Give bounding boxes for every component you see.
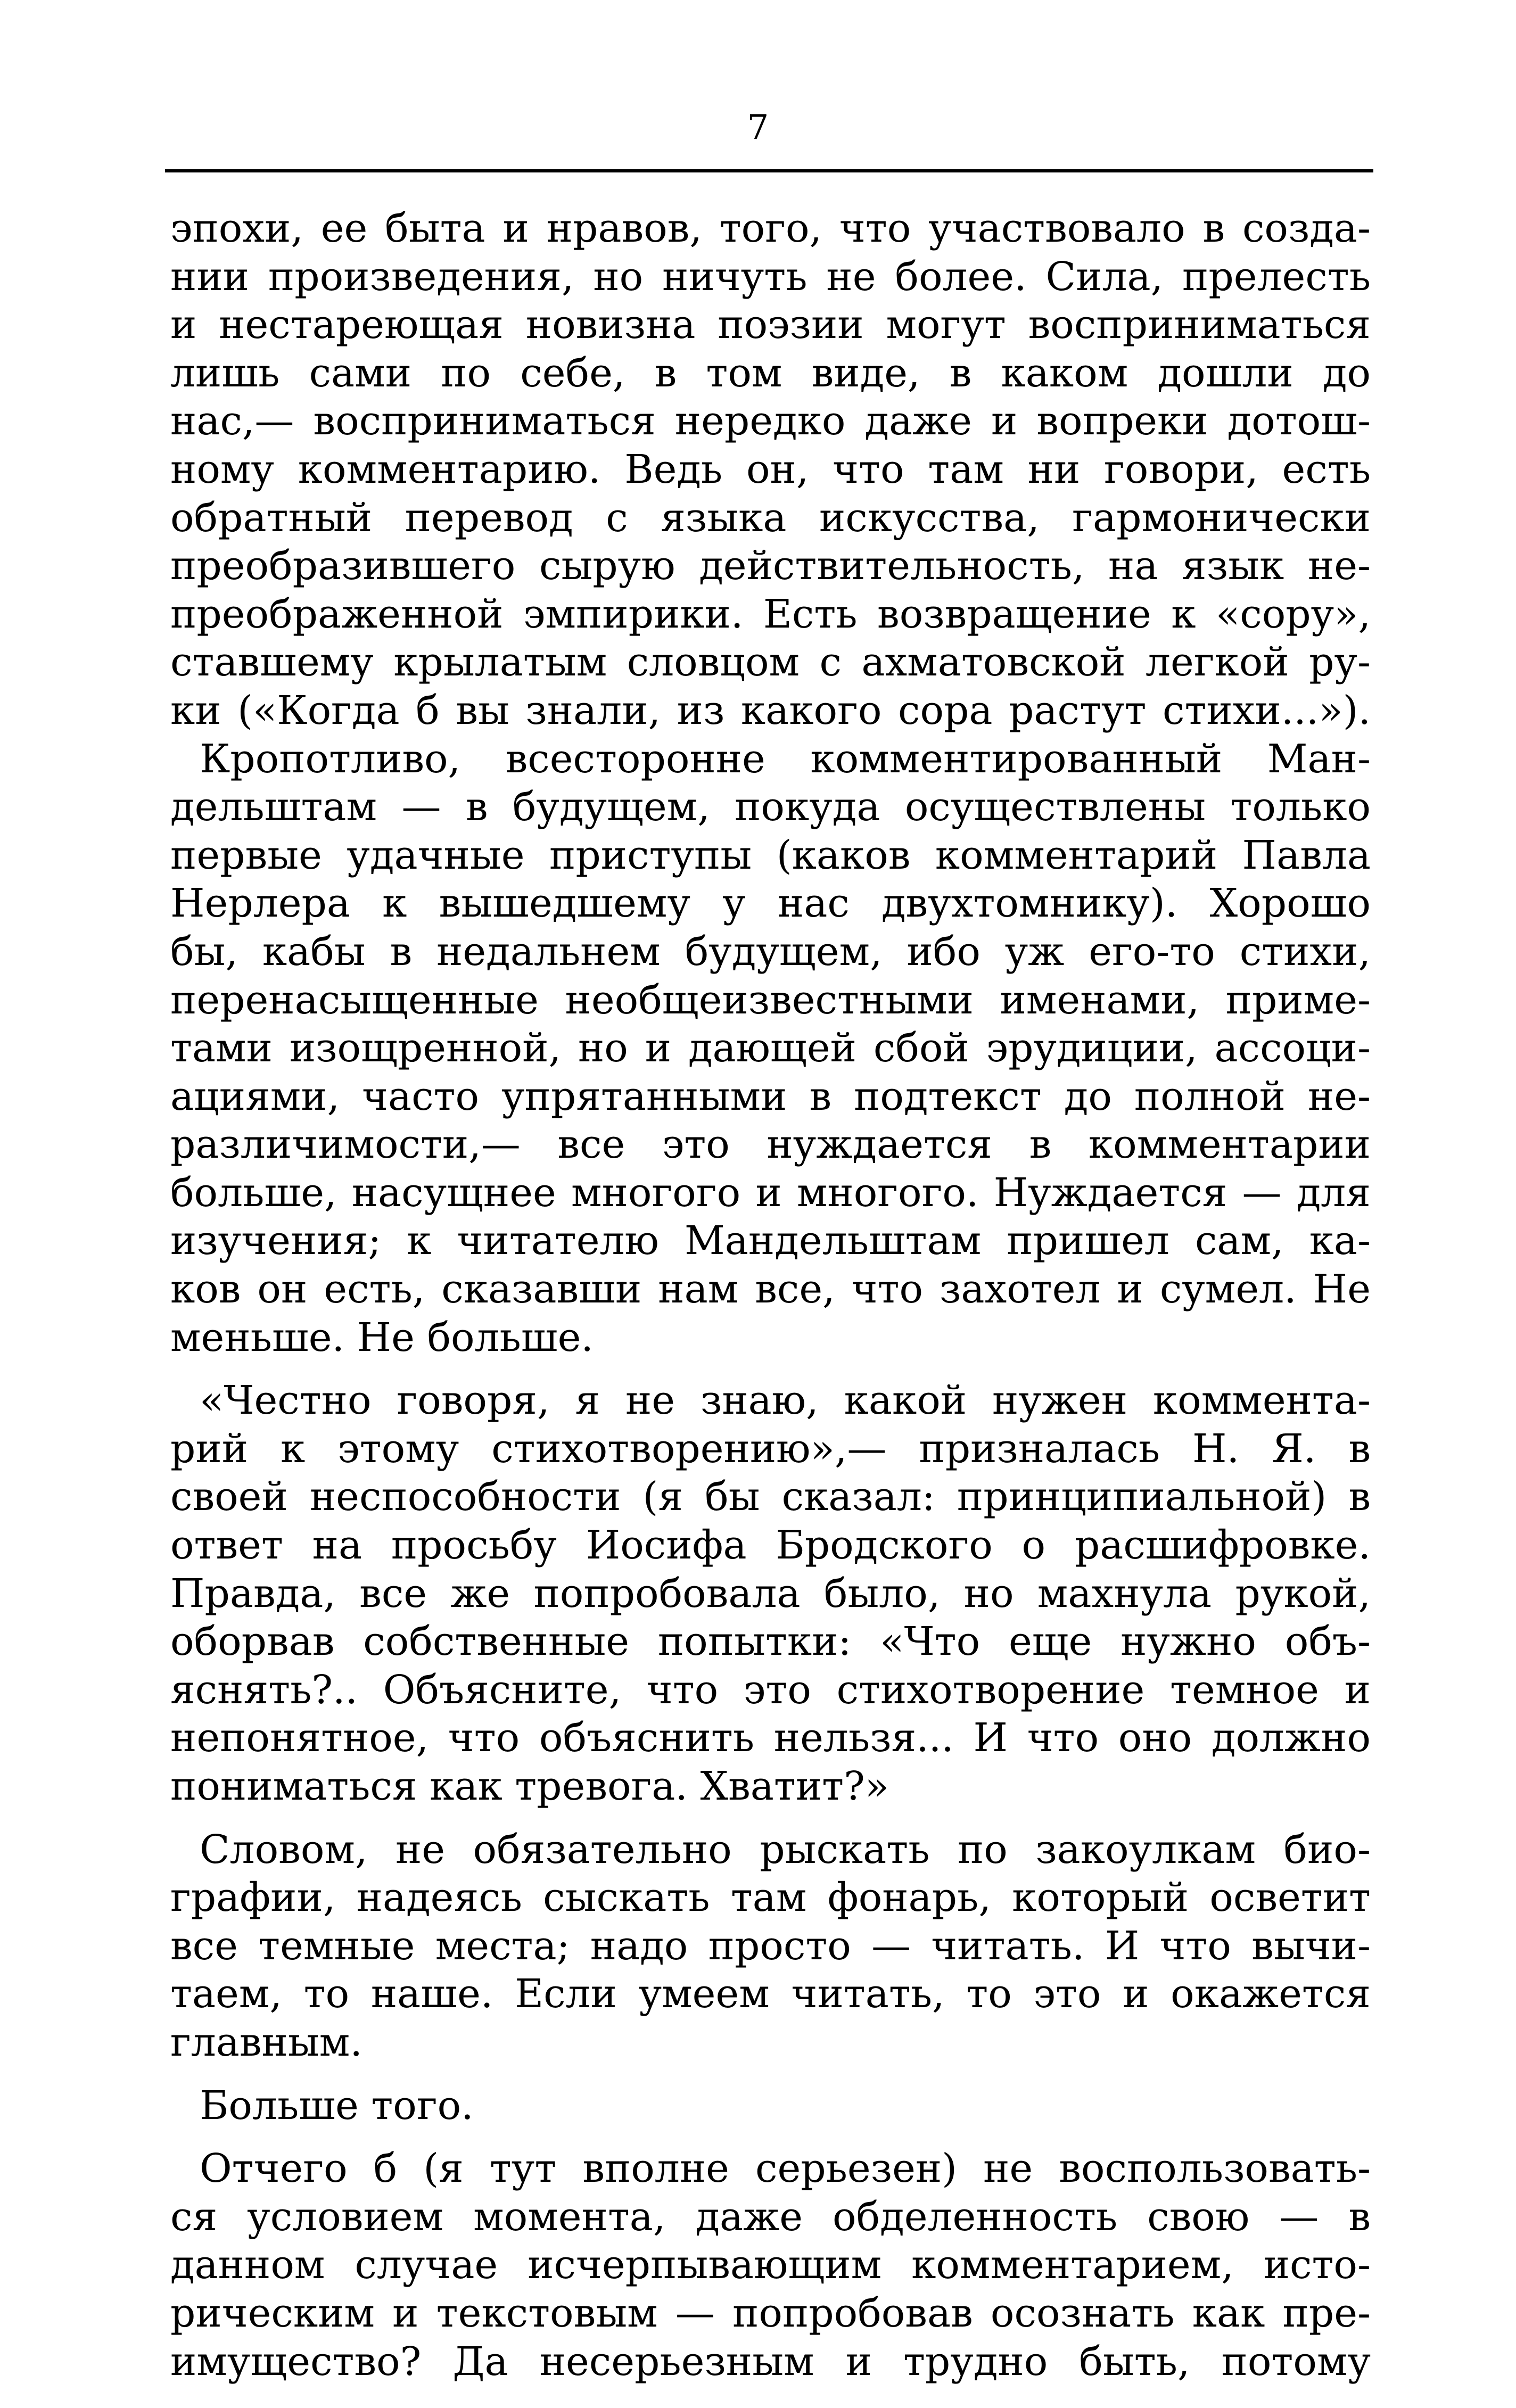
text-line: ному комментарию. Ведь он, что там ни говори, есть	[170, 446, 1371, 492]
text-line: Кропотливо, всесторонне комментированный Ман-	[200, 736, 1371, 782]
text-line: преобразившего сырую действительность, на язык не-	[170, 543, 1371, 589]
text-line: различимости,— все это нуждается в комментарии	[170, 1121, 1371, 1168]
text-line: нас,— восприниматься нередко даже и вопреки дотош-	[170, 398, 1371, 444]
text-line: больше, насущнее многого и многого. Нуждается — для	[170, 1169, 1371, 1216]
text-line: ся условием момента, даже обделенность свою — в	[170, 2193, 1371, 2240]
text-line: ациями, часто упрятанными в подтекст до полной не-	[170, 1073, 1371, 1119]
paragraph-6	[170, 2145, 1371, 2386]
text-line: данном случае исчерпывающим комментарием, исто-	[170, 2242, 1371, 2288]
body-text	[170, 204, 1371, 2386]
text-line: непонятное, что объяснить нельзя... И что оно должно	[170, 1715, 1371, 1761]
text-line: своей неспособности (я бы сказал: принципиальной) в	[170, 1474, 1371, 1520]
text-line: главным.	[170, 2019, 362, 2065]
paragraph-2	[170, 735, 1371, 1362]
text-line: лишь сами по себе, в том виде, в каком дошли до	[170, 350, 1371, 396]
text-line: оборвав собственные попытки: «Что еще нужно объ-	[170, 1619, 1371, 1665]
text-line: изучения; к читателю Мандельштам пришел сам, ка-	[170, 1218, 1371, 1264]
text-line: имущество? Да несерьезным и трудно быть, потому	[170, 2338, 1371, 2385]
text-line: Больше того.	[200, 2082, 474, 2129]
text-line: Словом, не обязательно рыскать по закоулкам био-	[200, 1826, 1371, 1873]
text-line: яснять?.. Объясните, что это стихотворение темное и	[170, 1667, 1371, 1713]
text-line: Отчего б (я тут вполне серьезен) не воспользовать-	[200, 2146, 1371, 2192]
paragraph-3	[170, 1376, 1371, 1810]
text-line: дельштам — в будущем, покуда осуществлены только	[170, 784, 1371, 830]
text-line: Нерлера к вышедшему у нас двухтомнику). Хорошо	[170, 880, 1371, 927]
text-line: тами изощренной, но и дающей сбой эрудиции, ассоци-	[170, 1025, 1371, 1071]
text-line: Правда, все же попробовала было, но махнула рукой,	[170, 1570, 1371, 1617]
text-line: «Честно говоря, я не знаю, какой нужен коммента-	[200, 1378, 1371, 1424]
text-line: рий к этому стихотворению»,— призналась Н. Я. в	[170, 1425, 1371, 1472]
text-line: преображенной эмпирики. Есть возвращение к «сору»,	[170, 591, 1371, 637]
paragraph-4	[170, 1826, 1371, 2067]
page-number: 7	[747, 108, 769, 147]
text-line: ки («Когда б вы знали, из какого сора растут стихи...»).	[170, 687, 1371, 733]
text-line: меньше. Не больше.	[170, 1314, 594, 1360]
text-line: все темные места; надо просто — читать. И что вычи-	[170, 1923, 1371, 1969]
paragraph-5	[170, 2082, 1371, 2130]
text-line: ков он есть, сказавши нам все, что захотел и сумел. Не	[170, 1266, 1371, 1313]
text-line: ставшему крылатым словцом с ахматовской легкой ру-	[170, 639, 1371, 686]
text-line: нии произведения, но ничуть не более. Сила, прелесть	[170, 253, 1371, 300]
text-line: бы, кабы в недальнем будущем, ибо уж его-то стихи,	[170, 928, 1371, 975]
text-line: и нестареющая новизна поэзии могут восприниматься	[170, 302, 1371, 348]
text-line: эпохи, ее быта и нравов, того, что участвовало в созда-	[170, 205, 1371, 251]
text-line: рическим и текстовым — попробовав осознать как пре-	[170, 2290, 1371, 2336]
text-line: графии, надеясь сыскать там фонарь, который осветит	[170, 1875, 1371, 1921]
text-line: перенасыщенные необщеизвестными именами, приме-	[170, 977, 1371, 1023]
paragraph-1	[170, 204, 1371, 735]
text-line: обратный перевод с языка искусства, гармонически	[170, 494, 1371, 541]
text-line: пониматься как тревога. Хватит?»	[170, 1763, 889, 1809]
header-rule	[165, 169, 1373, 172]
text-line: ответ на просьбу Иосифа Бродского о расшифровке.	[170, 1522, 1371, 1569]
text-line: первые удачные приступы (каков комментарий Павла	[170, 832, 1371, 878]
text-line: таем, то наше. Если умеем читать, то это и окажется	[170, 1971, 1371, 2017]
